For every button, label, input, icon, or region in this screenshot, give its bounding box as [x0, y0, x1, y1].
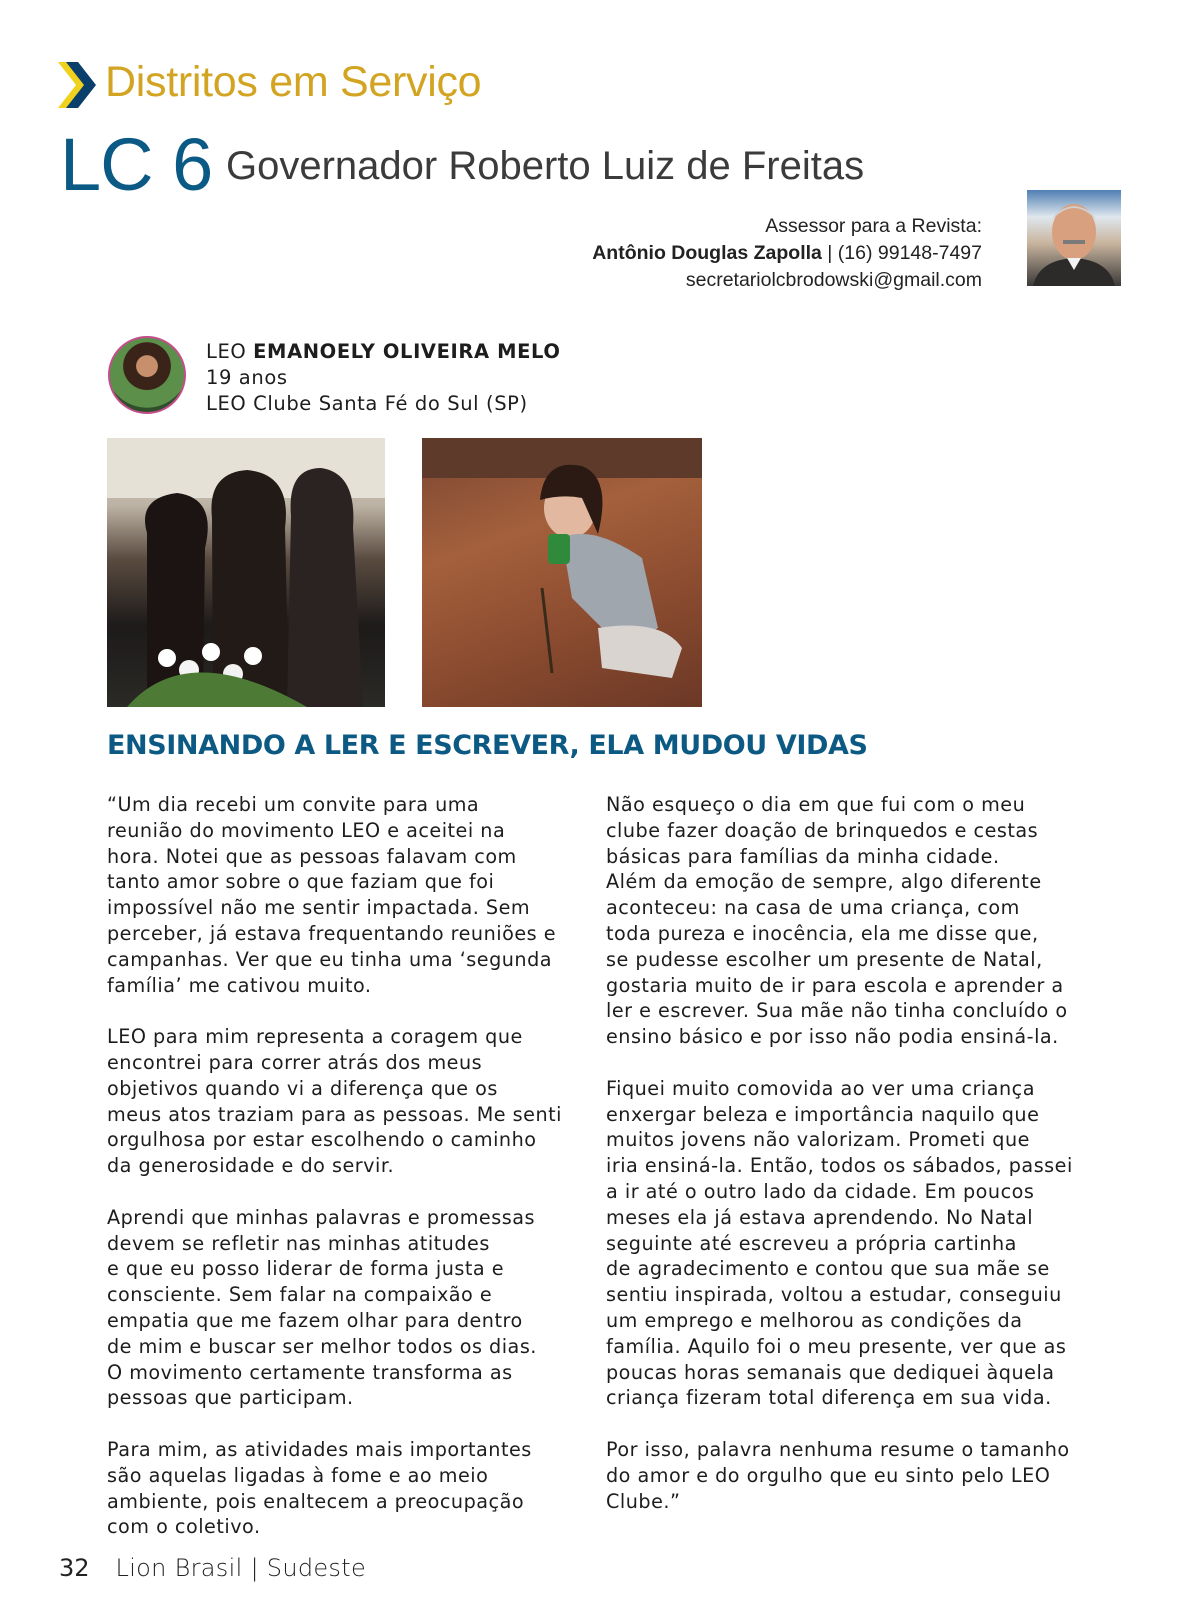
- avatar: [108, 336, 186, 414]
- article-paragraph: Por isso, palavra nenhuma resume o tamanho do amor e do orgulho que eu sinto pelo LEO Clube.”: [606, 1437, 1070, 1513]
- article-paragraph: LEO para mim representa a coragem que encontrei para correr atrás dos meus objetivos quando vi a diferença que os meus atos traziam para as pessoas. Me senti orgulhosa por estar escolhendo o caminho da generosidade e do servir.: [107, 1025, 562, 1178]
- article-column-left: [107, 792, 577, 1566]
- profile-age: 19 anos: [206, 366, 288, 389]
- chevron-right-icon: [58, 62, 96, 108]
- article-paragraph: Não esqueço o dia em que fui com o meu clube fazer doação de brinquedos e cestas básicas para famílias da minha cidade. Além da emoção de sempre, algo diferente aconteceu: na casa de uma criança, com toda pureza e inocência, ela me disse que, se pudesse escolher um presente de Natal, gostaria muito de ir para escola e aprender a ler e escrever. Sua mãe não tinha concluído o ensino básico e por isso não podia ensiná-la.: [606, 793, 1068, 1049]
- profile-club: LEO Clube Santa Fé do Sul (SP): [206, 392, 528, 415]
- group-photo: [107, 438, 385, 707]
- article-paragraph: “Um dia recebi um convite para uma reunião do movimento LEO e aceitei na hora. Notei que as pessoas falavam com tanto amor sobre o que faziam que foi impossível não me sentir impactada. Sem perceber, já estava frequentando reuniões e campanhas. Ver que eu tinha uma ‘segunda família’ me cativou muito.: [107, 793, 557, 997]
- article-paragraph: Aprendi que minhas palavras e promessas devem se refletir nas minhas atitudes e que eu posso liderar de forma justa e consciente. Sem falar na compaixão e empatia que me fazem olhar para dentro de mim e buscar ser melhor todos os dias. O movimento certamente transforma as pessoas que participam.: [107, 1205, 537, 1410]
- page-footer: [59, 1554, 366, 1582]
- assessor-photo: [1027, 190, 1121, 286]
- profile-prefix: LEO: [206, 340, 254, 363]
- district-code: LC 6: [60, 123, 213, 206]
- profile-name: EMANOELY OLIVEIRA MELO: [253, 340, 561, 363]
- profile-name-line: [206, 339, 561, 365]
- section-title: Distritos em Serviço: [105, 58, 482, 106]
- assessor-contact-line: [592, 240, 982, 267]
- assessor-name: Antônio Douglas Zapolla: [592, 242, 822, 264]
- assessor-email: secretariolcbrodowski@gmail.com: [685, 269, 982, 291]
- assessor-info: [592, 213, 982, 294]
- publication-name: Lion Brasil | Sudeste: [115, 1554, 367, 1582]
- article-headline: ENSINANDO A LER E ESCREVER, ELA MUDOU VIDAS: [107, 730, 868, 761]
- assessor-label: Assessor para a Revista:: [765, 215, 982, 237]
- planting-photo: [422, 438, 702, 707]
- governor-name: Governador Roberto Luiz de Freitas: [226, 144, 865, 188]
- assessor-phone: | (16) 99148-7497: [821, 242, 982, 264]
- article-column-right: [606, 792, 1076, 1540]
- article-paragraph: Para mim, as atividades mais importantes são aquelas ligadas à fome e ao meio ambiente, pois enaltecem a preocupação com o coletivo.: [107, 1437, 532, 1539]
- page-number: 32: [59, 1554, 90, 1582]
- profile-info: [206, 339, 561, 417]
- article-paragraph: Fiquei muito comovida ao ver uma criança enxergar beleza e importância naquilo que muitos jovens não valorizam. Prometi que iria ensiná-la. Então, todos os sábados, passei a ir até o outro lado da cidade. Em poucos meses ela já estava aprendendo. No Natal seguinte até escreveu a própria cartinha de agradecimento e contou que sua mãe se sentiu inspirada, voltou a estudar, conseguiu um emprego e melhorou as condições da família. Aquilo foi o meu presente, ver que as poucas horas semanais que dediquei àquela criança fizeram total diferença em sua vida.: [606, 1076, 1073, 1410]
